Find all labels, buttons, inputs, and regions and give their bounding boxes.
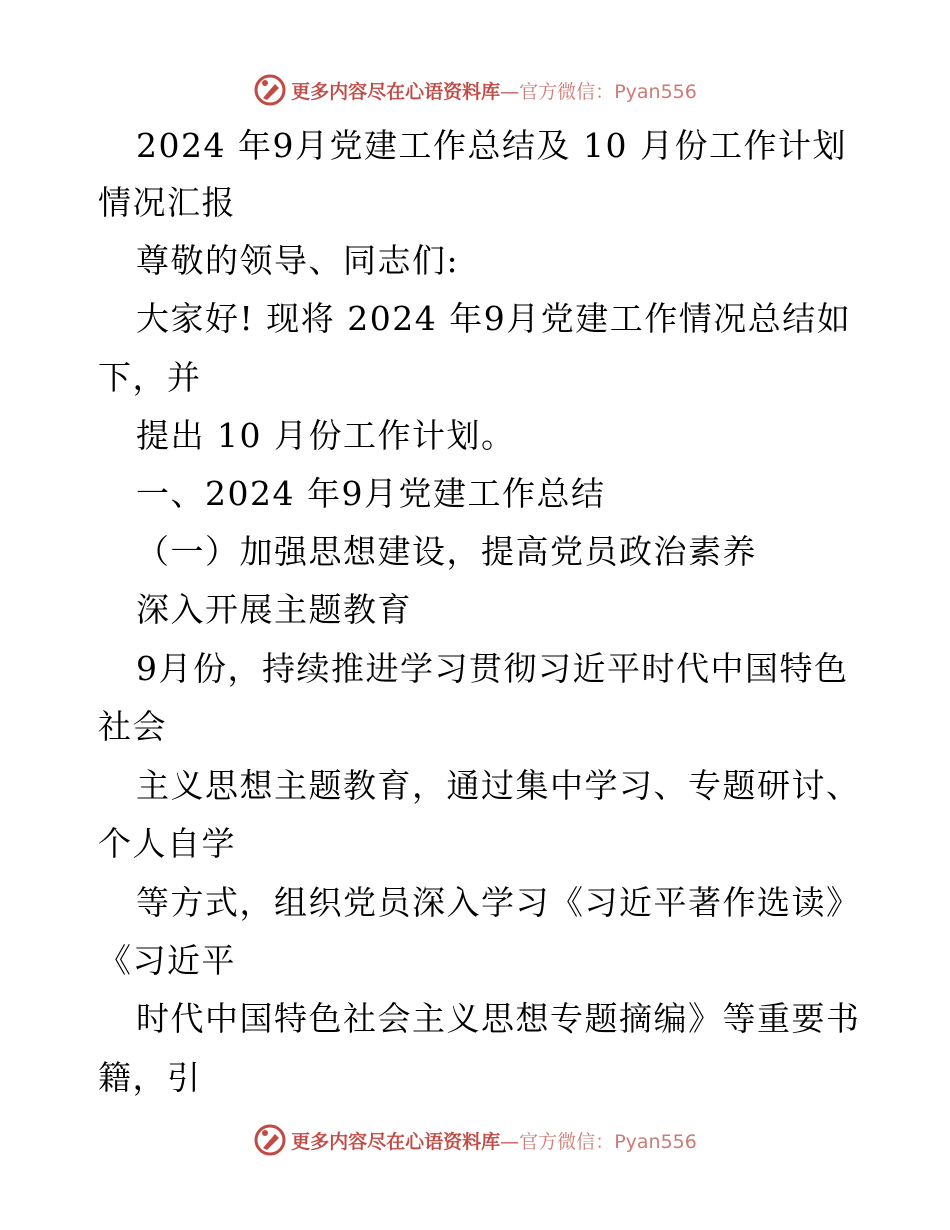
watermark-banner-bottom	[0, 1120, 950, 1160]
paragraph-line: 等方式，组织党员深入学习《习近平著作选读》	[136, 883, 861, 922]
paragraph-line: 《习近平	[98, 941, 236, 980]
watermark-light-text: 官方微信：	[519, 1130, 615, 1153]
paragraph-line: 9月份，持续推进学习贯彻习近平时代中国特色	[136, 649, 849, 688]
paragraph-line: 时代中国特色社会主义思想专题摘编》等重要书	[136, 999, 861, 1038]
pen-nib-logo-icon	[253, 1123, 287, 1157]
paragraph-line: 籍，引	[98, 1058, 202, 1097]
watermark-bold-text: 更多内容尽在心语资料库	[291, 1130, 501, 1153]
salutation: 尊敬的领导、同志们:	[136, 241, 460, 280]
watermark-light-text: 官方微信：	[519, 80, 615, 103]
item-heading: 深入开展主题教育	[136, 590, 412, 629]
paragraph-line: 下，并	[98, 358, 202, 397]
watermark-account: Pyan556	[614, 1130, 697, 1153]
document-title-line-1: 2024 年9月党建工作总结及 10 月份工作计划	[136, 126, 847, 165]
watermark-separator: —	[500, 80, 520, 103]
watermark-separator: —	[500, 1130, 520, 1153]
document-title-line-2: 情况汇报	[98, 183, 236, 222]
section-heading: 一、2024 年9月党建工作总结	[136, 474, 606, 513]
paragraph-line: 主义思想主题教育，通过集中学习、专题研讨、	[136, 766, 861, 805]
paragraph-line: 提出 10 月份工作计划。	[136, 416, 516, 455]
watermark-bold-text: 更多内容尽在心语资料库	[291, 80, 501, 103]
watermark-text	[291, 1127, 697, 1154]
watermark-account: Pyan556	[614, 80, 697, 103]
paragraph-line: 社会	[98, 707, 167, 746]
subsection-heading: （一）加强思想建设，提高党员政治素养	[136, 532, 757, 571]
paragraph-line: 个人自学	[98, 824, 236, 863]
paragraph-line: 大家好! 现将 2024 年9月党建工作情况总结如	[136, 299, 852, 338]
